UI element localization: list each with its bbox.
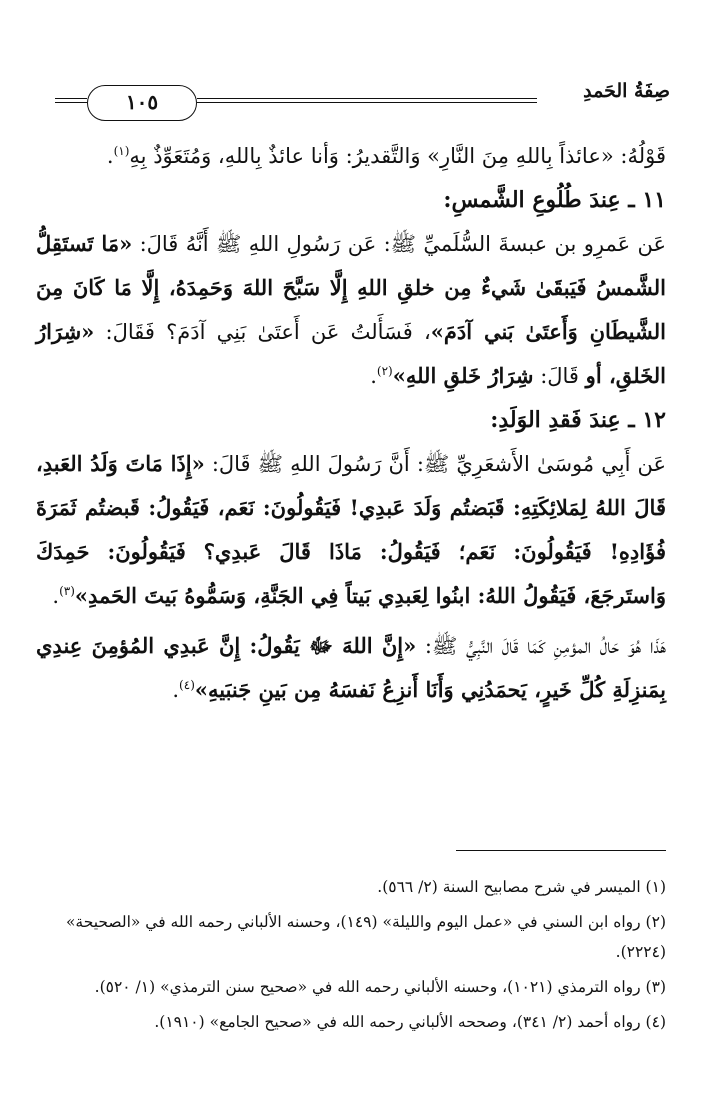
footnote-2: (٢) رواه ابن السني في «عمل اليوم والليلة» (١٤٩)، وحسنه الألباني رحمه الله في «الصحيحة» (٢٢٢٤). [65,913,666,961]
section-heading-11: ١١ ـ عِندَ طُلُوعِ الشَّمسِ: [443,187,666,213]
paragraph-4-intro: هَذَا هُوَ حَالُ المؤمِنِ كَمَا قَالَ النَّبِيُّ ﷺ: [424,634,666,658]
footnotes [34,872,666,1042]
paragraph-2-intro: عَن عَمرِو بن عبسةَ السُّلَميِّ ﷺ: عَن رَسُولِ اللهِ ﷺ أَنَّهُ قَالَ: [139,232,666,256]
footnote-1: (١) الميسر في شرح مصابيح السنة (٢/ ٥٦٦). [377,878,666,896]
section-heading-12: ١٢ ـ عِندَ فَقدِ الوَلَدِ: [490,407,666,433]
paragraph-3 [36,442,666,618]
footnote-separator [456,850,666,851]
paragraph-3-end: . [52,584,60,608]
hadith-quote-1: «مَا تَستَقِلُّ الشَّمسُ فَيَبقَىٰ شَيءٌ مِن خلقِ اللهِ إِلَّا سَبَّحَ اللهَ وَحَمِدَهُ، إِلَّا مَا كَانَ مِنَ الشَّيطَانِ وَأَعتَىٰ بَني آدَمَ» [36,231,666,344]
paragraph-4 [36,624,666,712]
footnote-ref-2: (٢) [376,364,393,378]
paragraph-2-end: . [370,364,377,388]
page-number: ١٠٥ [87,85,197,121]
hadith-quote-5: «إِنَّ اللهَ ﷻ يَقُولُ: إِنَّ عَبدِي المُؤمِنَ عِندِي بِمَنزِلَةِ كُلِّ خَيرٍ، يَحمَدُنِي وَأَنَا أَنزِعُ نَفسَهُ مِن بَينِ جَنبَيهِ» [36,633,666,702]
footnote-ref-4: (٤) [179,678,195,692]
hadith-quote-3: شِرَارُ خَلقِ اللهِ» [392,363,534,388]
header-rule-left-2 [55,98,87,99]
paragraph-4-end: . [172,678,180,702]
footnote-ref-3: (٣) [59,584,75,598]
header-rule-right-2 [197,98,537,99]
running-title: صِفَةُ الحَمدِ [583,80,670,102]
footnote-3: (٣) رواه الترمذي (١٠٢١)، وحسنه الألباني رحمه الله في «صحيح سنن الترمذي» (١/ ٥٢٠). [94,978,666,996]
paragraph-1 [36,134,666,178]
hadith-quote-2: «شِرَارُ الخَلقِ، أو [36,319,666,388]
paragraph-1-end: . [106,144,114,168]
footnote-ref-1: (١) [113,144,130,158]
paragraph-1-text: قَوْلُهُ: «عائذاً بِاللهِ مِنَ النَّارِ» وَالتَّقديرُ: وَأنا عائذٌ بِاللهِ، وَمُتَعَوِّذٌ بِهِ [129,144,666,168]
hadith-quote-4: «إِذَا مَاتَ وَلَدُ العَبدِ، قَالَ اللهُ لِمَلائِكَتِهِ: قَبَضتُم وَلَدَ عَبدِي! فَيَقُولُونَ: نَعَم، فَيَقُولُ: قَبضتُم ثَمَرَةَ فُؤَادِهِ! فَيَقُولُونَ: نَعَم؛ فَيَقُولُ: مَاذَا قَالَ عَبدِي؟ فَيَقُولُونَ: حَمِدَكَ وَاستَرجَعَ، فَيَقُولُ اللهُ: ابنُوا لِعَبدِي بَيتاً فِي الجَنَّةِ، وَسَمُّوهُ بَيتَ الحَمدِ» [36,451,666,608]
page-header [55,72,670,130]
header-rule-right [197,102,537,103]
footnote-4: (٤) رواه أحمد (٢/ ٣٤١)، وصححه الألباني رحمه الله في «صحيح الجامع» (١٩١٠). [154,1013,666,1031]
main-text [36,134,666,712]
paragraph-2 [36,222,666,398]
paragraph-2-qala: قَالَ: [540,364,579,388]
paragraph-3-intro: عَن أَبِي مُوسَىٰ الأَشعَرِيِّ ﷺ: أَنَّ رَسُولَ اللهِ ﷺ قَالَ: [211,452,666,476]
paragraph-2-mid: ، فَسَأَلتُ عَن أَعتَىٰ بَنِي آدَمَ؟ فَقَالَ: [105,320,431,344]
header-rule-left [55,102,87,103]
